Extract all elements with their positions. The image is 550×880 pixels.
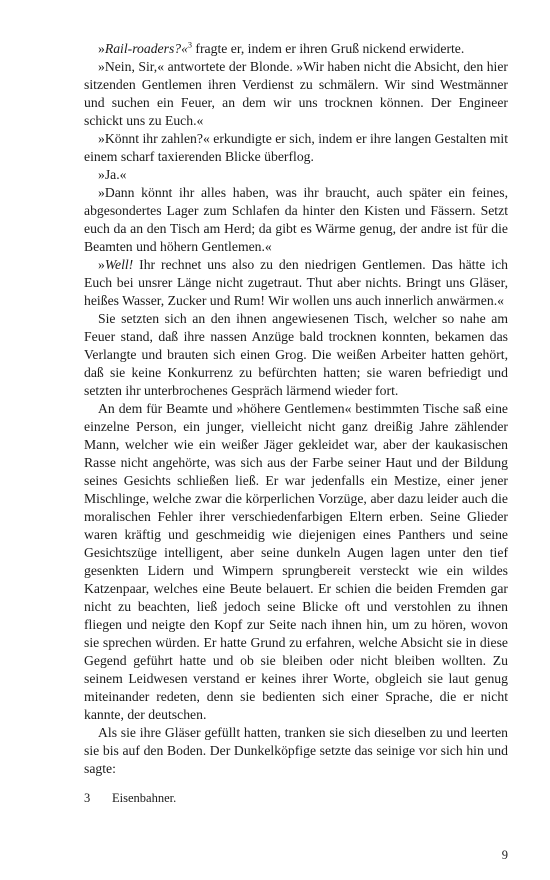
paragraph-5: »Dann könnt ihr alles haben, was ihr braucht, auch später ein feines, abgesondertes Lager zum Schlafen da hinter den Kisten und Fässern. Setzt euch da an den Tisch am Herd; da gibt es Wärme genug, der andre ist für die Beamten und höhern Gentlemen.«	[84, 185, 508, 254]
paragraph-8: An dem für Beamte und »höhere Gentlemen« bestimmten Tische saß eine einzelne Person, ein junger, vielleicht nicht ganz dreißig Jahre zählender Mann, welcher wie ein weißer Jäger gekleidet war, aber der kaukasischen Rasse nicht angehörte, was sich aus der Farbe seiner Haut und der Bildung seines Gesichts schließen ließ. Er war jedenfalls ein Mestize, einer jener Mischlinge, welche zwar die körperlichen Vorzüge, aber dazu leider auch die moralischen Fehler ihrer verschiedenfarbigen Eltern erben. Seine Glieder waren kräftig und geschmeidig wie diejenigen eines Panthers und seine Gesichtszüge intelligent, aber seine dunkeln Augen lagen unter den tief gesenkten Lidern und Wimpern sprungbereit versteckt wie ein wildes Katzenpaar, welches eine Beute belauert. Er schien die beiden Fremden gar nicht zu beachten, ließ jedoch seine Blicke oft und verstohlen zu ihnen fliegen und neigte den Kopf zur Seite nach ihnen hin, um zu hören, wovon sie sprechen würden. Er hatte Grund zu erfahren, welche Absicht sie in diese Gegend geführt hatte und ob sie bleiben oder nicht bleiben wollten. Zu seinem Leidwesen verstand er keines ihrer Worte, obgleich sie laut genug miteinander redeten, denn sie bedienten sich einer Sprache, die er nicht kannte, der deutschen.	[84, 401, 508, 722]
italic-phrase: Well!	[104, 257, 134, 272]
paragraph-7: Sie setzten sich an den ihnen angewiesenen Tisch, welcher so nahe am Feuer stand, daß ihre nassen Anzüge bald trocknen konnten, bekamen das Verlangte und brauten sich einen Grog. Die weißen Arbeiter hatten gehört, daß sie keine Konkurrenz zu befürchten hatten; sie waren befriedigt und setzten ihr unterbrochenes Gespräch lärmend wieder fort.	[84, 311, 508, 398]
paragraph-3: »Könnt ihr zahlen?« erkundigte er sich, indem er ihre langen Gestalten mit einem scharf taxierenden Blicke überflog.	[84, 131, 508, 164]
footnote-marker[interactable]: 3	[187, 40, 192, 50]
quote-mark: »	[98, 257, 105, 272]
paragraph-text: Ihr rechnet uns also zu den niedrigen Gentlemen. Das hätte ich Euch bei unsrer Länge nicht zugetraut. Thut aber nichts. Bringt uns Gläser, heißes Wasser, Zucker und Rum! Wir wollen uns auch innerlich anwärmen.«	[84, 257, 508, 308]
paragraph-1	[84, 40, 508, 58]
body-text	[84, 40, 508, 778]
quote-mark: »	[98, 41, 105, 56]
paragraph-4: »Ja.«	[98, 167, 127, 182]
page-number: 9	[501, 848, 508, 862]
footnote-number: 3	[84, 791, 91, 805]
footnote-text: Eisenbahner.	[112, 791, 177, 805]
paragraph-9: Als sie ihre Gläser gefüllt hatten, tranken sie sich dieselben zu und leerten sie bis auf den Boden. Der Dunkelköpfige setzte das seinige vor sich hin und sagte:	[84, 725, 508, 776]
footnote	[84, 790, 508, 806]
italic-phrase: Rail-roaders?«	[104, 41, 188, 56]
paragraph-text: fragte er, indem er ihren Gruß nickend erwiderte.	[191, 41, 465, 56]
paragraph-2: »Nein, Sir,« antwortete der Blonde. »Wir haben nicht die Absicht, den hier sitzenden Gentlemen ihren Verdienst zu schmälern. Wir sind Westmänner und suchen ein Feuer, an dem wir uns trocknen können. Der Engineer schickt uns zu Euch.«	[84, 59, 508, 128]
paragraph-6	[84, 256, 508, 310]
